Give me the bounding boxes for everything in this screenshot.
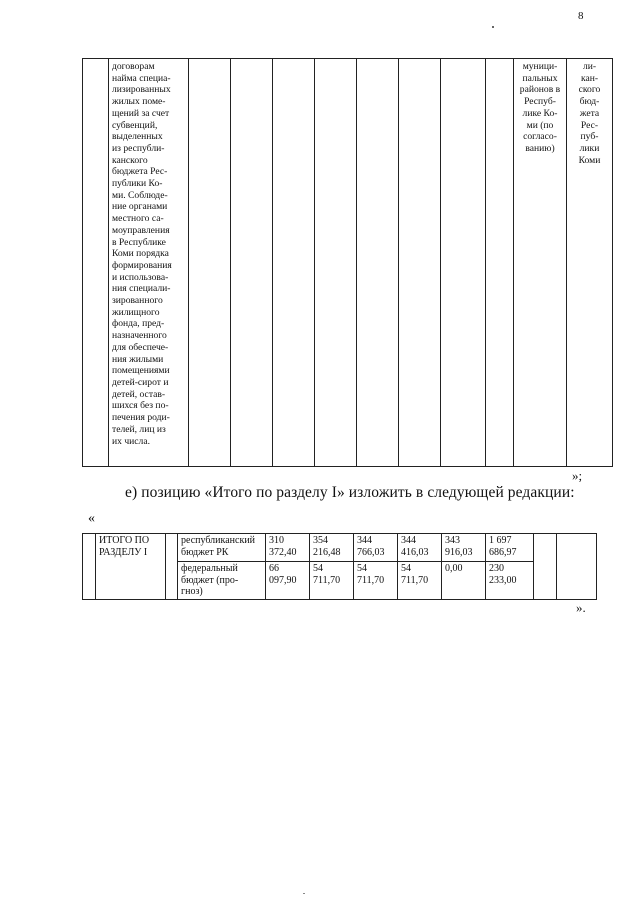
text-line: ми. Соблюде-	[112, 189, 168, 201]
text-line: жилищного	[112, 306, 160, 318]
value-line: 0,00	[445, 563, 463, 574]
value-line: 54	[401, 563, 411, 574]
value-cell	[266, 534, 310, 562]
text-line: Коми	[578, 154, 601, 166]
empty-cell	[557, 534, 597, 600]
value-cell	[310, 562, 354, 600]
value-cell	[310, 534, 354, 562]
opening-quote: «	[88, 511, 95, 526]
value-line: 233,00	[489, 574, 517, 586]
text-line: ния жилыми	[112, 353, 164, 365]
value-line: 916,03	[445, 546, 473, 558]
source-line: бюджет РК	[181, 546, 229, 558]
value-line: 711,70	[401, 574, 429, 586]
text-line: их числа.	[112, 435, 150, 447]
text-line: районов в	[519, 84, 561, 96]
text-line: ского	[578, 84, 601, 96]
text-line: ванию)	[525, 142, 555, 154]
total-label-line: РАЗДЕЛУ I	[99, 546, 148, 558]
text-line: согласо-	[523, 131, 557, 143]
total-label-line: ИТОГО ПО	[99, 535, 150, 546]
total-table	[82, 533, 597, 600]
text-line: фонда, пред-	[112, 318, 165, 330]
total-label-cell	[96, 534, 166, 600]
value-line: 230	[489, 563, 504, 574]
funding-source-text	[567, 59, 612, 166]
text-line: Респуб-	[524, 96, 556, 108]
value-line: 354	[313, 535, 328, 546]
text-line: муници-	[522, 61, 558, 72]
value-line: 1 697	[489, 535, 512, 546]
text-line: детей, остав-	[112, 388, 166, 400]
empty-cell	[441, 59, 486, 467]
value-line: 711,70	[313, 574, 341, 586]
executor-text	[514, 59, 566, 155]
text-line: и использова-	[112, 271, 169, 283]
closing-quote-semicolon: »;	[572, 468, 583, 483]
source-line	[181, 575, 262, 587]
text-line: печения роди-	[112, 412, 170, 424]
value-cell	[442, 534, 486, 562]
value-cell	[442, 562, 486, 600]
text-line: лики	[579, 142, 600, 154]
text-line: шихся без по-	[112, 400, 169, 412]
empty-cell	[357, 59, 399, 467]
value-line: 097,90	[269, 574, 297, 586]
text-line: кан-	[580, 72, 599, 84]
value-line: 711,70	[357, 574, 385, 586]
text-line: субвенций,	[112, 119, 158, 131]
value-line: 344	[401, 535, 416, 546]
text-line: Коми порядка	[112, 248, 169, 260]
source-cell	[178, 534, 266, 562]
text-line: лизированных	[112, 84, 171, 96]
source-line: федеральный	[181, 563, 238, 574]
text-line: Рес-	[580, 119, 599, 131]
text-line: местного са-	[112, 213, 164, 225]
value-line: 66	[269, 563, 279, 574]
total-value-cell	[486, 562, 534, 600]
source-line: республиканский	[181, 535, 256, 546]
activity-description-cell	[109, 59, 189, 467]
value-line: 416,03	[401, 546, 429, 558]
value-cell	[354, 562, 398, 600]
text-line: из республи-	[112, 142, 165, 154]
text-line: моуправления	[112, 224, 170, 236]
scan-speck	[303, 893, 305, 894]
executor-cell	[514, 59, 567, 467]
text-line: детей-сирот и	[112, 376, 169, 388]
text-line: ми (по	[526, 119, 554, 131]
text-line: канского	[112, 154, 148, 166]
text-line: щений за счет	[112, 107, 170, 119]
amendment-heading: е) позицию «Итого по разделу I» изложить в следующей редакции:	[125, 484, 575, 501]
total-value-cell	[486, 534, 534, 562]
text-line: бюджета Рес-	[112, 166, 168, 178]
source-text: бюджет (про-	[181, 574, 239, 586]
text-line: пуб-	[580, 131, 599, 143]
scan-speck	[492, 26, 494, 28]
text-line: назначенного	[112, 330, 167, 342]
empty-cell	[534, 534, 557, 600]
empty-cell	[399, 59, 441, 467]
value-line: 216,48	[313, 546, 341, 558]
text-line: ли-	[582, 61, 597, 72]
empty-cell	[189, 59, 231, 467]
value-line: 766,03	[357, 546, 385, 558]
text-line: договорам	[112, 61, 155, 72]
activity-description-text	[109, 59, 188, 447]
text-line: публики Ко-	[112, 178, 163, 190]
empty-cell	[486, 59, 514, 467]
value-line: 372,40	[269, 546, 297, 558]
text-line: в Республике	[112, 236, 166, 248]
value-line: 686,97	[489, 546, 517, 558]
text-line: жета	[579, 107, 600, 119]
text-line: пальных	[522, 72, 558, 84]
page-number: 8	[578, 10, 584, 22]
empty-cell	[166, 534, 178, 600]
funding-source-cell	[567, 59, 613, 467]
value-cell	[266, 562, 310, 600]
source-cell	[178, 562, 266, 600]
upper-table	[82, 58, 613, 467]
value-line: 310	[269, 535, 284, 546]
source-line: гноз)	[181, 586, 203, 598]
text-line: помещениями	[112, 365, 170, 377]
text-line: телей, лиц из	[112, 423, 166, 435]
text-line: бюд-	[579, 96, 600, 108]
value-line: 54	[313, 563, 323, 574]
empty-cell	[315, 59, 357, 467]
text-line: жилых поме-	[112, 96, 166, 108]
value-cell	[398, 562, 442, 600]
text-line: зированного	[112, 295, 163, 307]
text-line: найма специа-	[112, 72, 171, 84]
empty-cell	[231, 59, 273, 467]
text-line: выделенных	[112, 131, 163, 143]
value-line: 343	[445, 535, 460, 546]
value-cell	[354, 534, 398, 562]
value-line: 344	[357, 535, 372, 546]
text-line: лике Ко-	[522, 107, 558, 119]
text-line: ния специали-	[112, 283, 171, 295]
text-line: формирования	[112, 259, 172, 271]
value-cell	[398, 534, 442, 562]
closing-quote-period: ».	[576, 600, 586, 615]
number-cell	[83, 59, 109, 467]
empty-cell	[273, 59, 315, 467]
value-line: 54	[357, 563, 367, 574]
text-line: для обеспече-	[112, 341, 169, 353]
text-line: ние органами	[112, 201, 168, 213]
number-cell	[83, 534, 96, 600]
